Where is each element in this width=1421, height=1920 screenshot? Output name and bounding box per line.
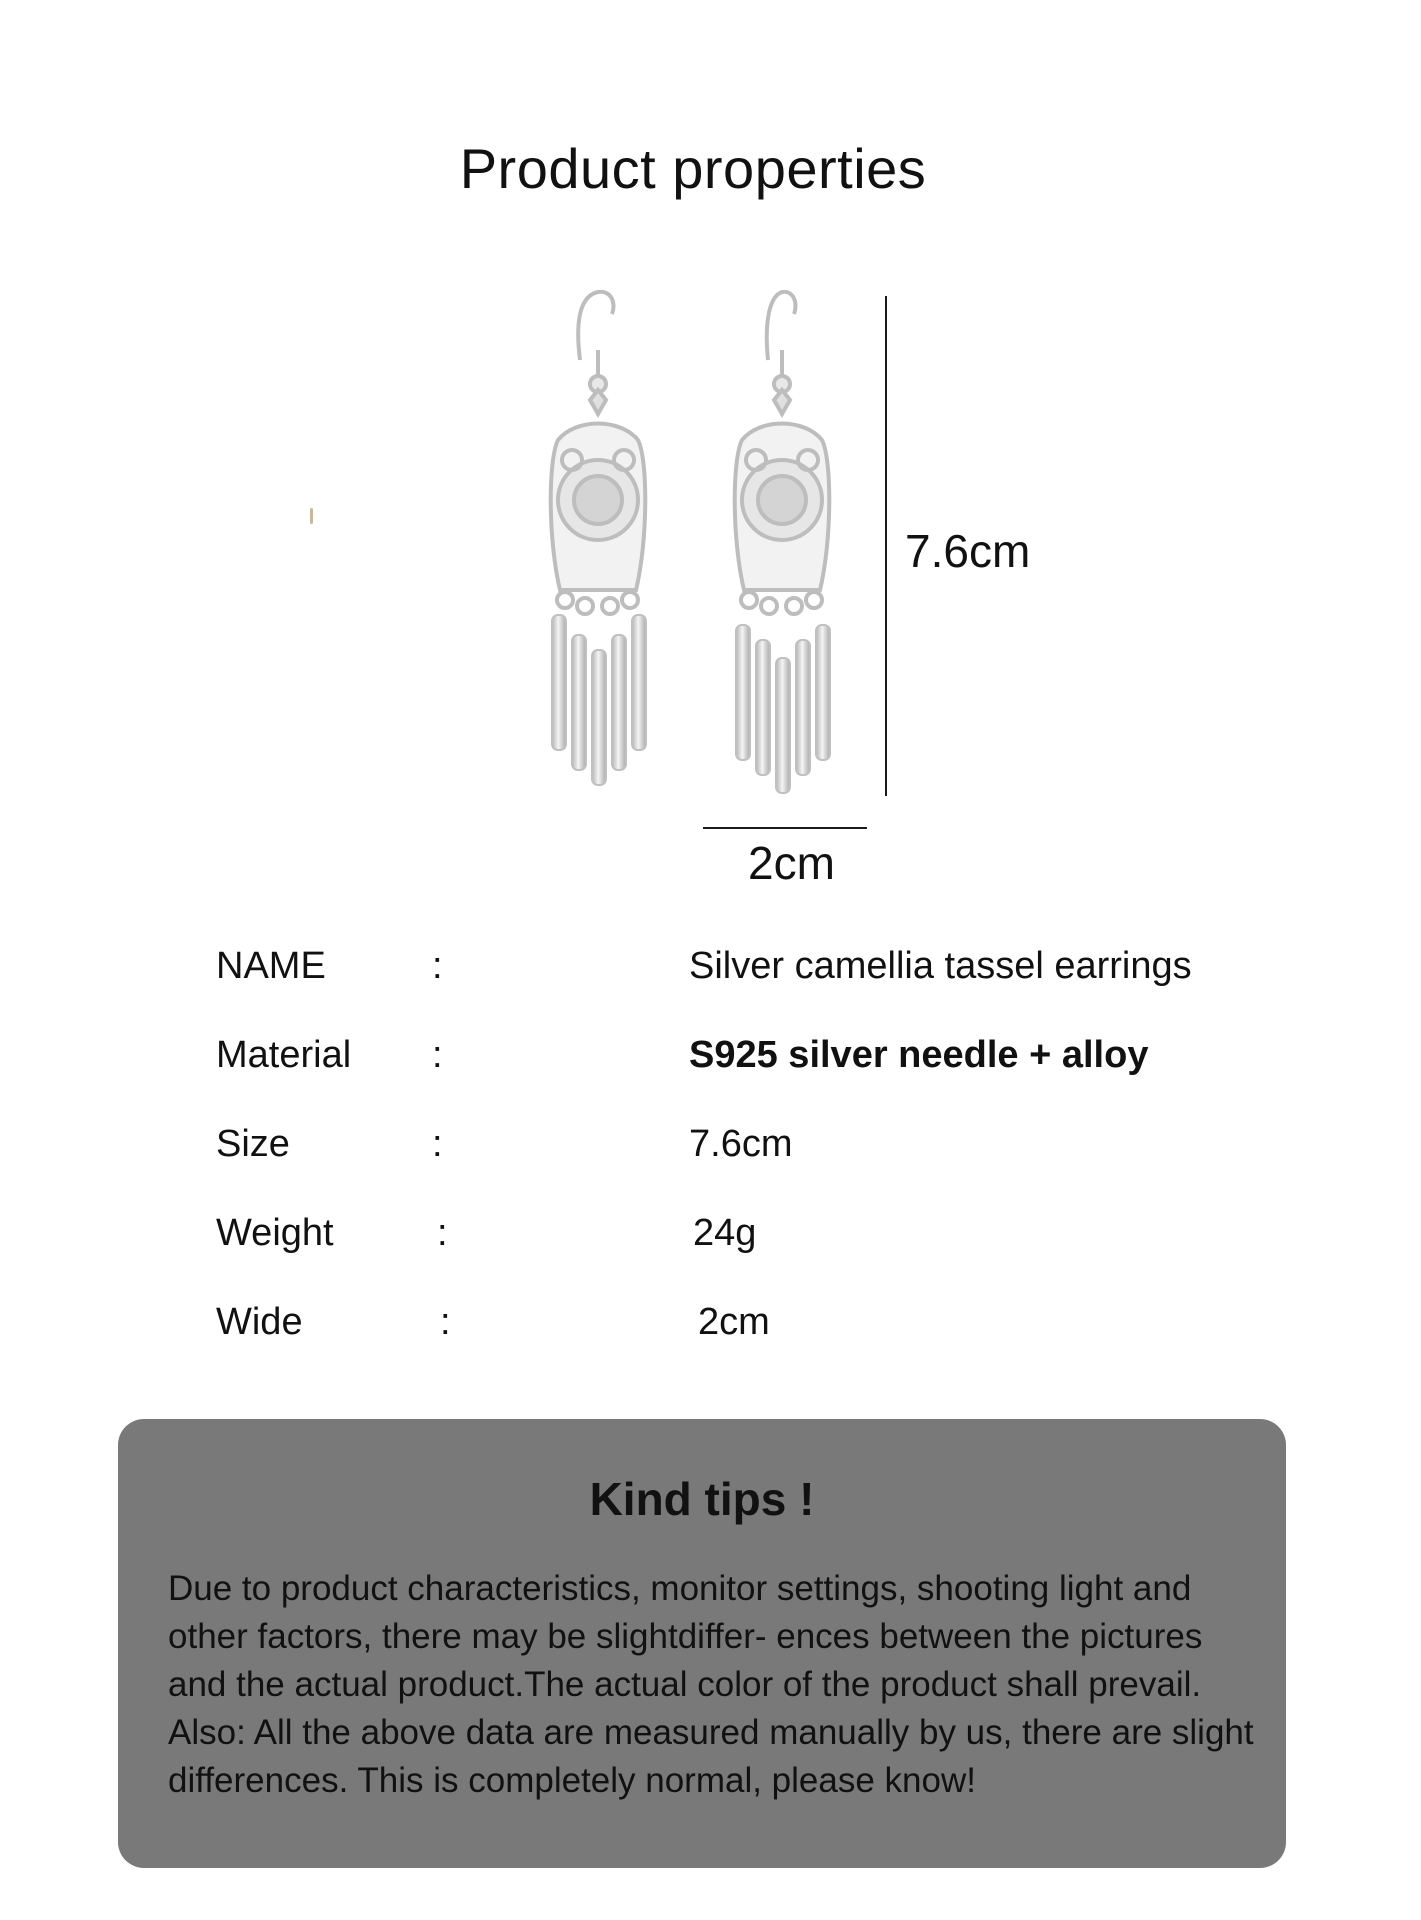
width-dimension-line (703, 827, 867, 829)
height-dimension-label: 7.6cm (905, 525, 1031, 577)
property-label: Weight (216, 1212, 334, 1254)
property-colon: : (432, 945, 443, 987)
kind-tips-title: Kind tips ! (589, 1473, 815, 1525)
property-label: NAME (216, 945, 326, 987)
property-value: S925 silver needle + alloy (689, 1034, 1149, 1076)
property-colon: : (432, 1034, 443, 1076)
width-dimension-label: 2cm (748, 837, 835, 889)
property-colon: : (440, 1301, 451, 1343)
property-value: 7.6cm (689, 1123, 793, 1165)
property-value: Silver camellia tassel earrings (689, 945, 1192, 987)
earrings-product-image (520, 290, 920, 810)
right-earring (735, 292, 830, 614)
property-value: 2cm (698, 1301, 770, 1343)
kind-tips-panel (118, 1419, 1286, 1868)
kind-tips-body: Due to product characteristics, monitor settings, shooting light and other factors, there may be slightdiffer- ences between the pictures and the actual product.The actual color of the product shall prevail. Also: All the above data are measured manually by us, there are slight differences. This is completely normal, please know! (168, 1569, 1254, 1800)
property-colon: : (432, 1123, 443, 1165)
property-label: Material (216, 1034, 352, 1076)
height-dimension-line (885, 296, 887, 796)
page-title: Product properties (459, 137, 927, 200)
property-label: Wide (216, 1301, 303, 1343)
property-value: 24g (693, 1212, 757, 1254)
property-label: Size (216, 1123, 290, 1165)
left-earring (551, 292, 646, 614)
left-tassels (552, 615, 646, 785)
right-tassels (736, 625, 830, 793)
property-colon: : (437, 1212, 448, 1254)
stray-mark (310, 508, 313, 524)
